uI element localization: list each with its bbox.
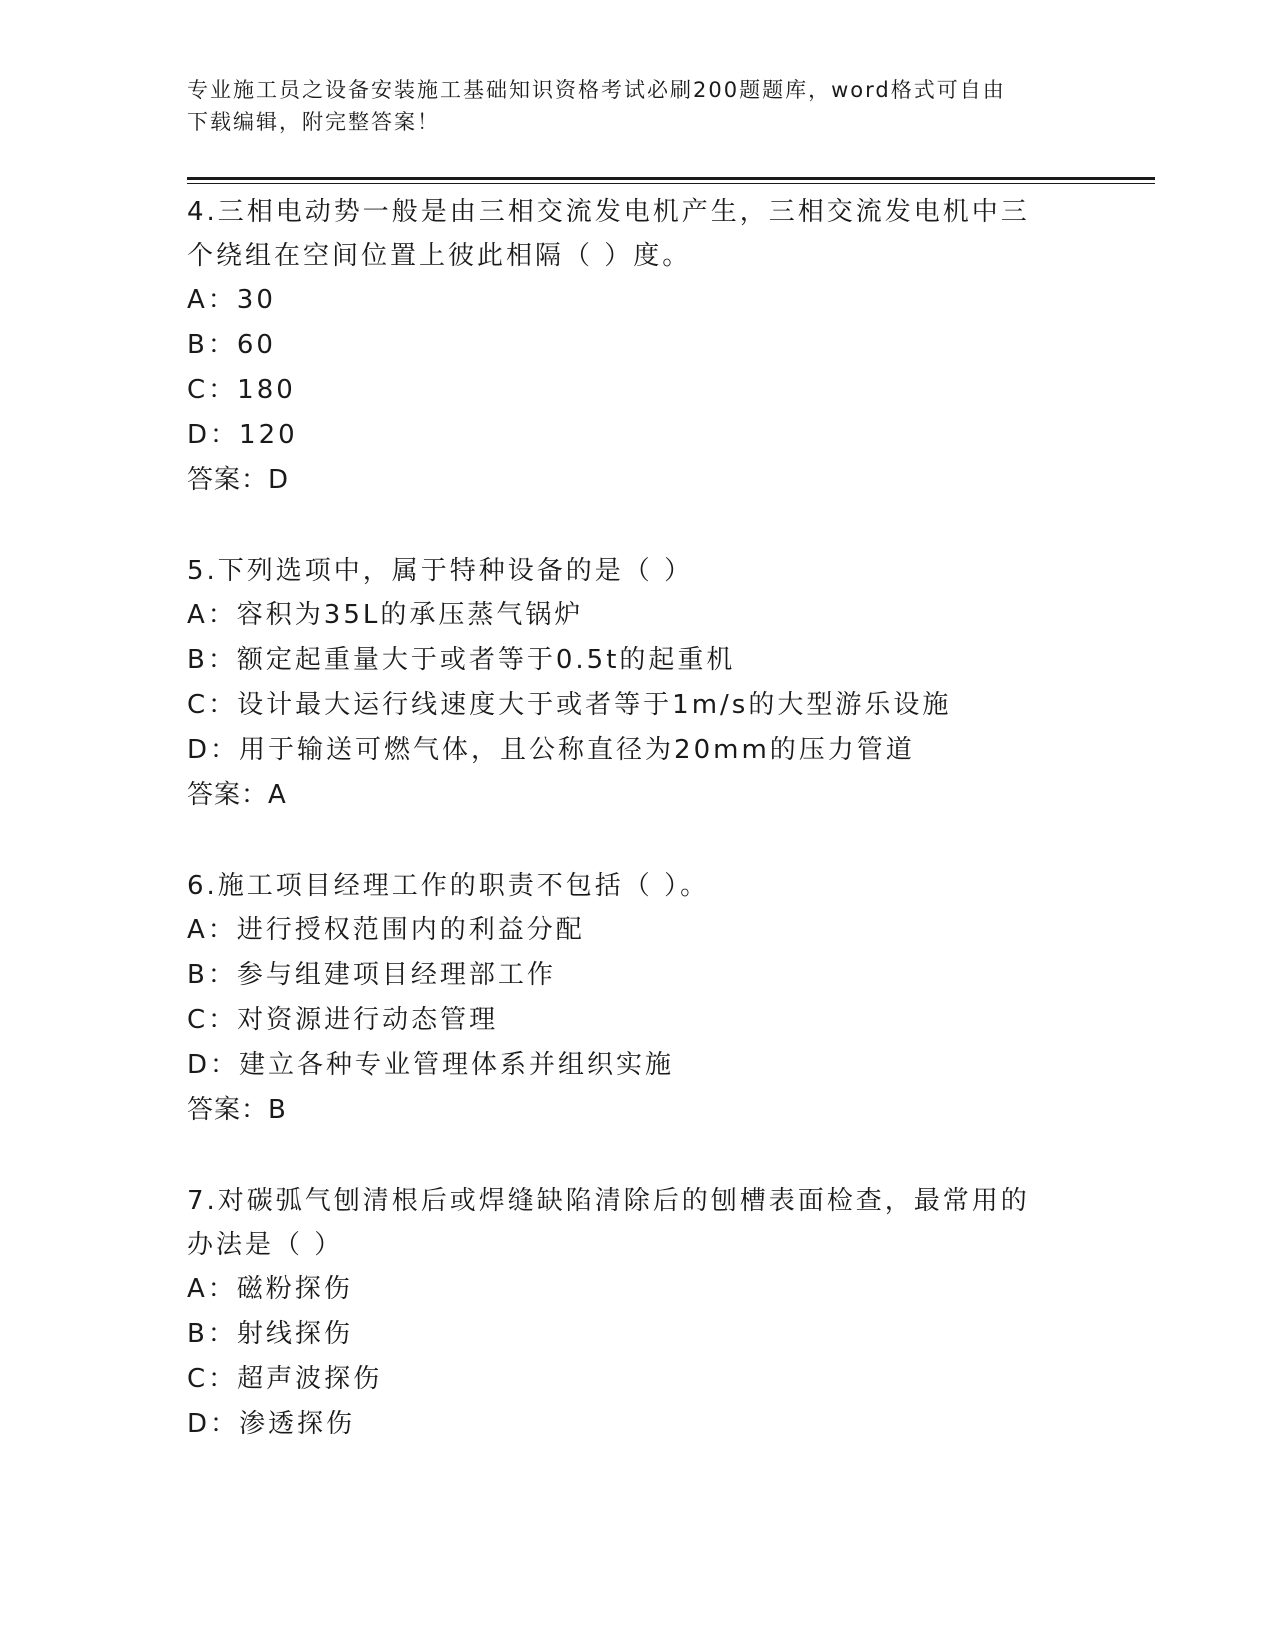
question-stem: 4.三相电动势一般是由三相交流发电机产生，三相交流发电机中三个绕组在空间位置上彼此相隔（ ）度。	[187, 197, 1030, 271]
option-text: 30	[236, 285, 276, 315]
option-a	[187, 593, 1087, 638]
option-text: 用于输送可燃气体，且公称直径为20mm的压力管道	[239, 735, 915, 765]
header-line-1: 专业施工员之设备安装施工基础知识资格考试必刷200题题库，word格式可自由	[187, 78, 1006, 102]
answer-line: 答案：B	[187, 1095, 287, 1125]
option-text: 超声波探伤	[237, 1364, 383, 1394]
option-letter: C：	[187, 375, 238, 405]
option-letter: A：	[187, 285, 237, 315]
option-b	[187, 1312, 1087, 1357]
option-text: 建立各种专业管理体系并组织实施	[239, 1050, 675, 1080]
option-text: 60	[236, 330, 276, 360]
option-c	[187, 998, 1087, 1043]
option-text: 进行授权范围内的利益分配	[236, 915, 585, 945]
option-c	[187, 368, 1087, 413]
option-letter: C：	[187, 1005, 238, 1035]
option-text: 对资源进行动态管理	[237, 1005, 499, 1035]
option-text: 120	[239, 420, 298, 450]
question-7	[187, 1179, 1087, 1447]
option-b	[187, 638, 1087, 683]
option-text: 射线探伤	[236, 1319, 353, 1349]
option-letter: B：	[187, 1319, 237, 1349]
question-stem: 5.下列选项中，属于特种设备的是（ ）	[187, 556, 694, 586]
option-text: 容积为35L的承压蒸气锅炉	[236, 600, 584, 630]
document-header	[187, 74, 1087, 138]
question-4	[187, 190, 1087, 502]
option-letter: C：	[187, 690, 238, 720]
option-letter: B：	[187, 330, 237, 360]
option-d	[187, 1402, 1087, 1447]
option-a	[187, 1267, 1087, 1312]
option-c	[187, 683, 1087, 728]
question-stem: 7.对碳弧气刨清根后或焊缝缺陷清除后的刨槽表面检查，最常用的办法是（ ）	[187, 1186, 1030, 1260]
option-text: 额定起重量大于或者等于0.5t的起重机	[236, 645, 736, 675]
option-text: 参与组建项目经理部工作	[236, 960, 556, 990]
option-text: 磁粉探伤	[236, 1274, 353, 1304]
option-b	[187, 323, 1087, 368]
option-letter: D：	[187, 1050, 240, 1080]
option-text: 180	[237, 375, 296, 405]
option-letter: D：	[187, 1409, 240, 1439]
option-d	[187, 413, 1087, 458]
question-stem: 6.施工项目经理工作的职责不包括（ ）。	[187, 871, 710, 901]
option-letter: A：	[187, 915, 237, 945]
option-letter: C：	[187, 1364, 238, 1394]
option-a	[187, 908, 1087, 953]
header-divider-thin	[187, 183, 1155, 184]
header-divider-thick	[187, 177, 1155, 180]
header-line-2: 下载编辑，附完整答案！	[187, 110, 440, 134]
option-a	[187, 278, 1087, 323]
option-letter: A：	[187, 1274, 237, 1304]
option-d	[187, 728, 1087, 773]
answer-line: 答案：A	[187, 780, 287, 810]
option-letter: B：	[187, 645, 237, 675]
option-letter: D：	[187, 420, 240, 450]
option-d	[187, 1043, 1087, 1088]
question-5	[187, 549, 1087, 817]
answer-line: 答案：D	[187, 465, 290, 495]
option-text: 设计最大运行线速度大于或者等于1m/s的大型游乐设施	[237, 690, 952, 720]
question-list	[187, 190, 1087, 1447]
option-letter: A：	[187, 600, 237, 630]
question-6	[187, 864, 1087, 1132]
option-letter: B：	[187, 960, 237, 990]
option-text: 渗透探伤	[239, 1409, 356, 1439]
option-c	[187, 1357, 1087, 1402]
option-b	[187, 953, 1087, 998]
option-letter: D：	[187, 735, 240, 765]
